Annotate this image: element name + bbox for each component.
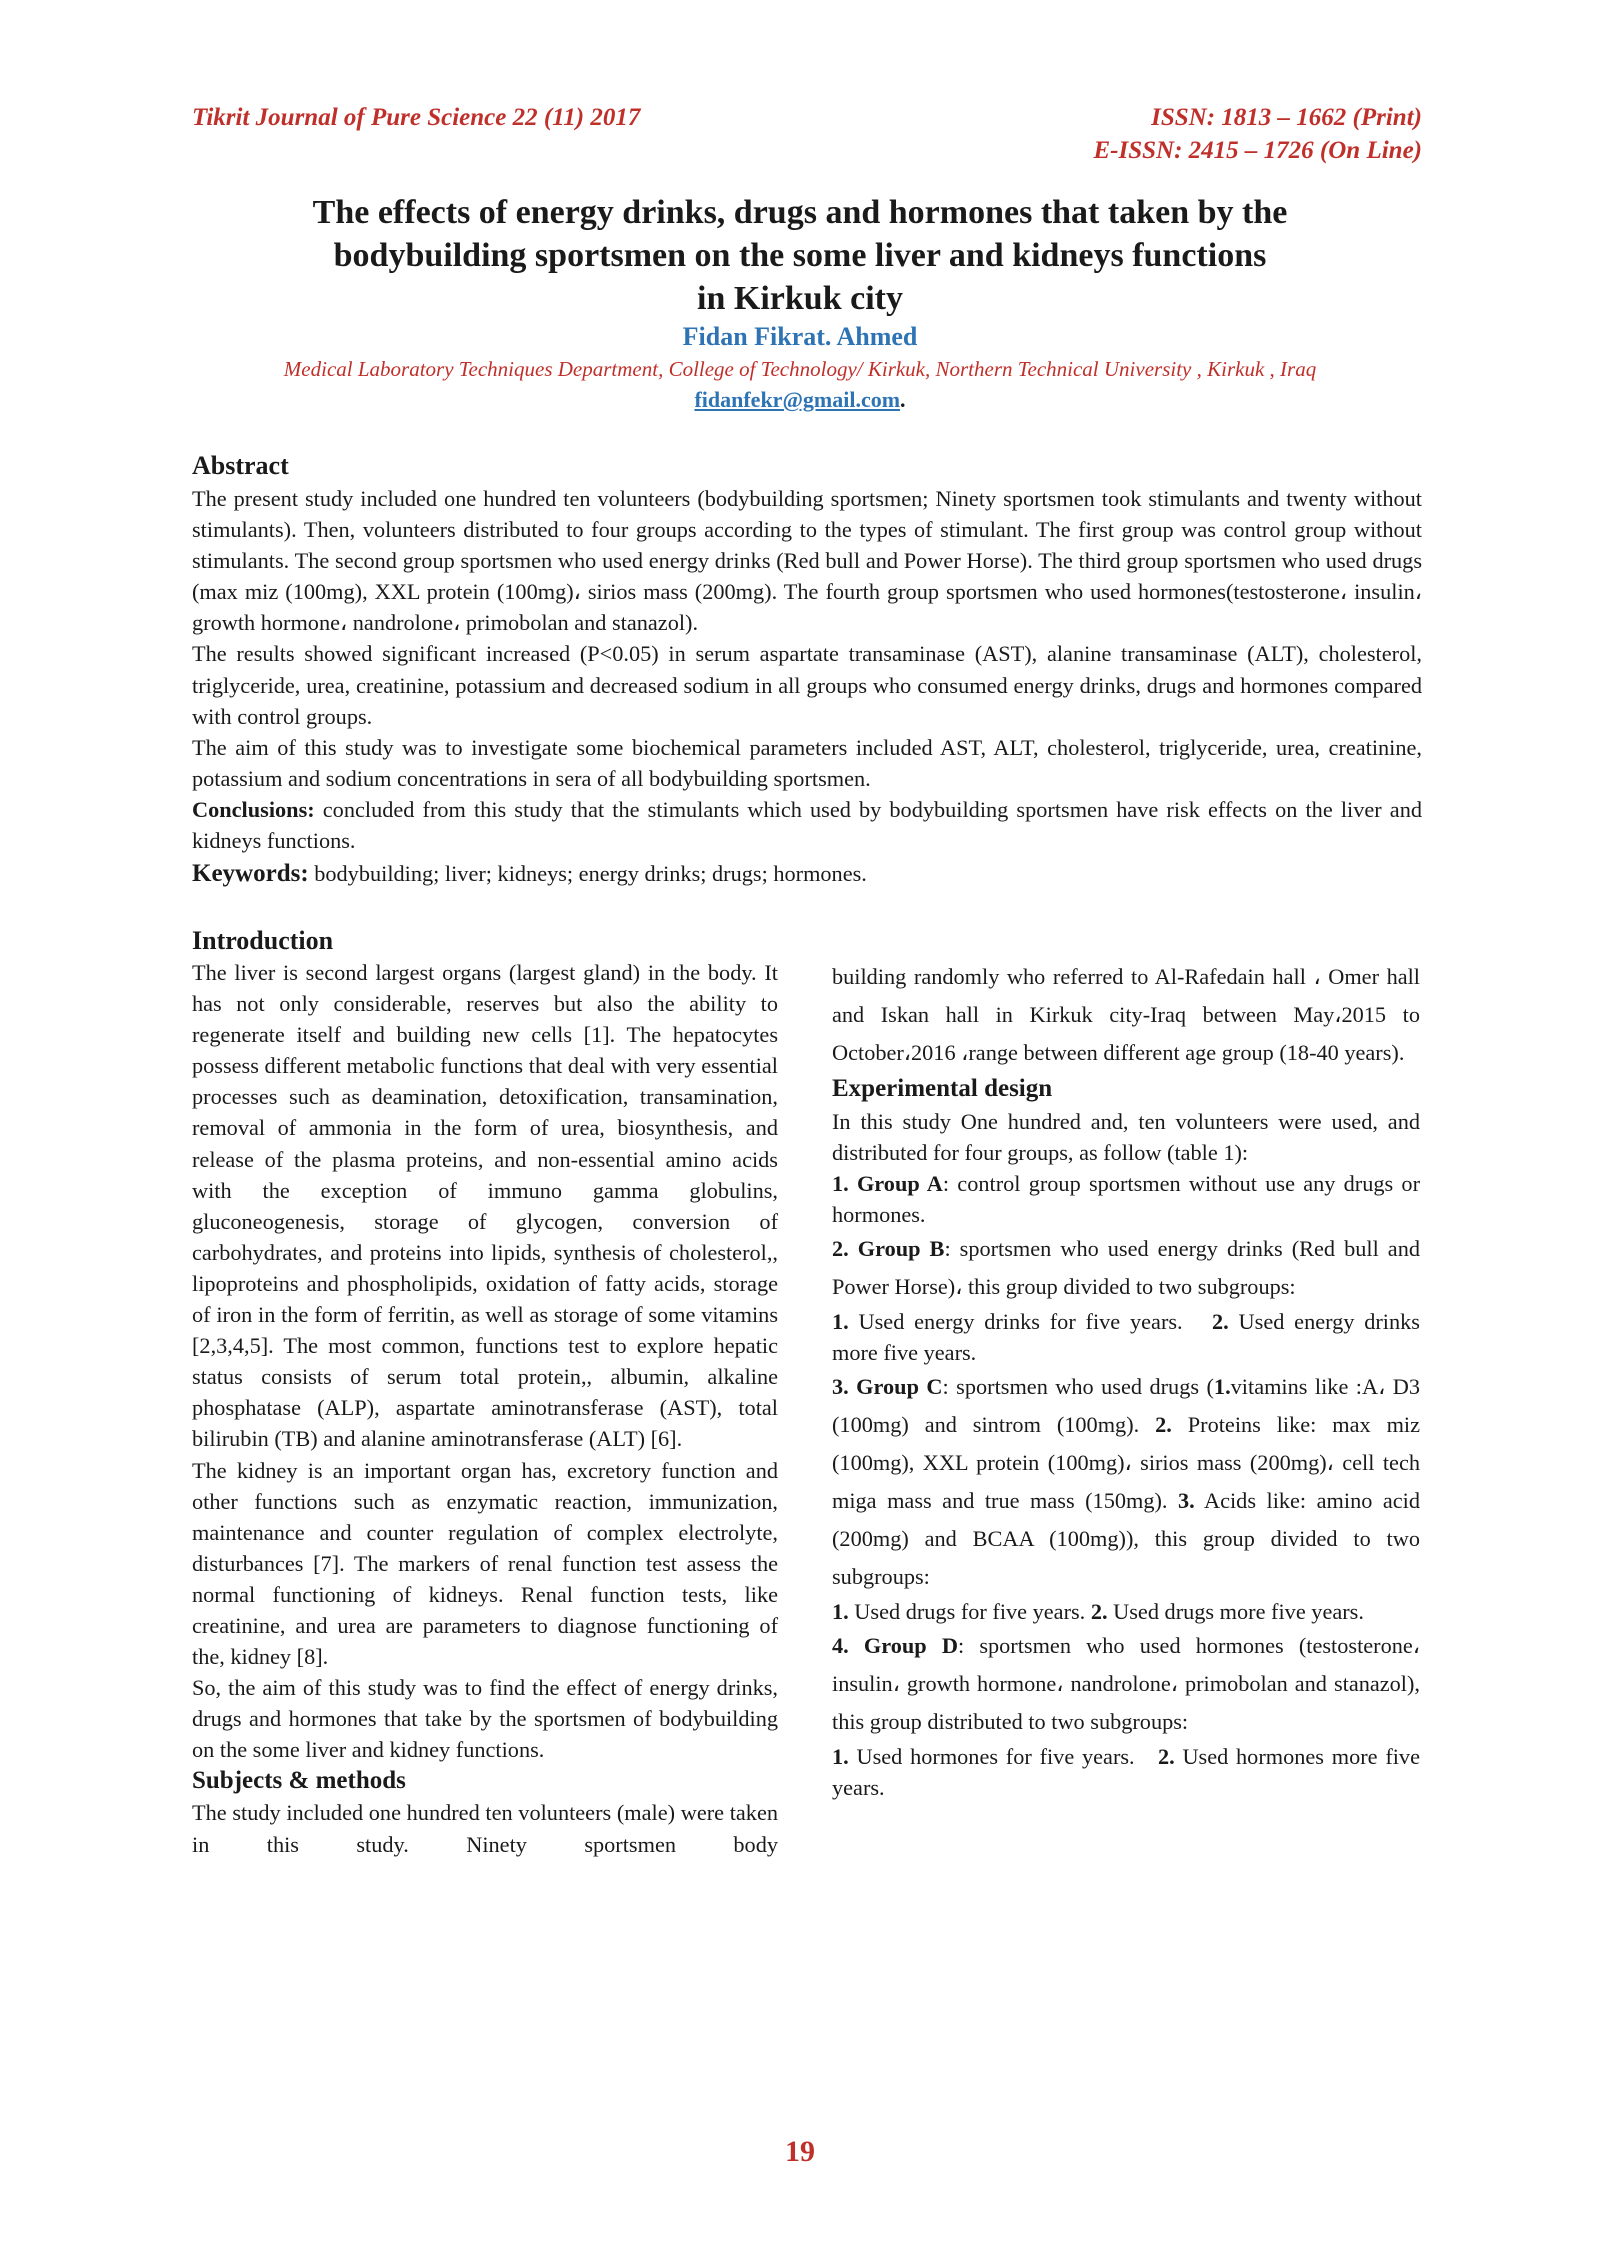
group-c-subgroups	[832, 1596, 1420, 1627]
group-b-label: 2. Group B	[832, 1236, 945, 1261]
right-column	[832, 958, 1420, 1803]
subgroup-text: Used energy drinks more five years.	[832, 1309, 1420, 1365]
abstract-heading: Abstract	[192, 451, 289, 480]
subgroup-text: Used drugs more five years.	[1107, 1599, 1364, 1624]
abstract-body	[192, 483, 1422, 889]
group-b	[832, 1230, 1420, 1306]
keywords-text: bodybuilding; liver; kidneys; energy drinks; drugs; hormones.	[308, 861, 867, 887]
email-line	[180, 385, 1420, 414]
subgroup-text: Used energy drinks for five years.	[848, 1309, 1183, 1334]
paper-title	[180, 191, 1420, 320]
email-punct: .	[900, 387, 906, 412]
group-c-text: Acids like: amino acid (200mg) and BCAA (100mg)), this group divided to two subgroups:	[832, 1488, 1420, 1589]
group-c-text: Proteins like: max miz (100mg), XXL protein (100mg)، sirios mass (200mg)، cell tech miga mass and true mass (150mg).	[832, 1412, 1421, 1513]
subgroup-number: 2.	[1090, 1599, 1108, 1624]
group-c-label: 3. Group C	[832, 1374, 943, 1399]
conclusions-paragraph	[192, 794, 1422, 856]
conclusions-label: Conclusions:	[192, 796, 315, 822]
subgroup-text: Used hormones for five years.	[848, 1744, 1135, 1769]
page-number: 19	[785, 2135, 815, 2168]
group-b-text: : sportsmen who used energy drinks (Red bull and Power Horse)، this group divided to two subgroups:	[832, 1236, 1420, 1299]
issn-print: ISSN: 1813 – 1662 (Print)	[1151, 104, 1422, 131]
keywords-label: Keywords:	[192, 860, 309, 888]
group-c-item-number: 1.	[1213, 1374, 1231, 1399]
group-d-text: : sportsmen who used hormones (testosterone، insulin، growth hormone، nandrolone، primobolan and stanazol), this group distributed to two subgroups:	[832, 1633, 1420, 1734]
subgroup-text: Used hormones more five years.	[832, 1744, 1420, 1800]
email-link[interactable]: fidanfekr@gmail.com	[694, 387, 901, 412]
conclusions-text: concluded from this study that the stimulants which used by bodybuilding sportsmen have risk effects on the liver and kidneys functions.	[192, 796, 1422, 854]
abstract-paragraph: The results showed significant increased (P<0.05) in serum aspartate transaminase (AST), alanine transaminase (ALT), cholesterol, triglyceride, urea, creatinine, potassium and decreased sodium in all groups who consumed energy drinks, drugs and hormones compared with control groups.	[192, 641, 1422, 729]
methods-heading: Subjects & methods	[192, 1767, 406, 1795]
subgroup-number: 1.	[832, 1309, 849, 1334]
group-c-text: : sportsmen who used drugs (	[942, 1374, 1214, 1399]
introduction-heading: Introduction	[192, 926, 334, 955]
group-b-subgroups	[832, 1306, 1420, 1368]
group-d-label: 4. Group D	[832, 1633, 958, 1658]
group-c-text: vitamins like :A، D3 (100mg) and sintrom (100mg).	[832, 1374, 1421, 1437]
author-name: Fidan Fikrat. Ahmed	[682, 322, 918, 351]
group-d	[832, 1627, 1420, 1741]
title-line-3: in Kirkuk city	[697, 280, 903, 317]
affiliation: Medical Laboratory Techniques Department, College of Technology/ Kirkuk, Northern Technical University , Kirkuk , Iraq	[283, 357, 1317, 381]
group-a	[832, 1168, 1420, 1230]
subgroup-number: 2.	[1212, 1309, 1229, 1334]
abstract-paragraph: The aim of this study was to investigate some biochemical parameters included AST, ALT, cholesterol, triglyceride, urea, creatinine, potassium and sodium concentrations in sera of all bodybuilding sportsmen.	[192, 734, 1422, 791]
methods-paragraph-continued: building randomly who referred to Al-Rafedain hall ، Omer hall and Iskan hall in Kirkuk city-Iraq between May،2015 to October،2016 ،range between different age group (18-40 years).	[832, 964, 1420, 1065]
abstract-paragraph: The present study included one hundred ten volunteers (bodybuilding sportsmen; Ninety sportsmen took stimulants and twenty without stimulants). Then, volunteers distributed to four groups according to the types of stimulant. The first group was control group without stimulants. The second group sportsmen who used energy drinks (Red bull and Power Horse). The third group sportsmen who used drugs (max miz (100mg), XXL protein (100mg)، sirios mass (200mg). The fourth group sportsmen who used hormones(testosterone، insulin، growth hormone، nandrolone، primobolan and stanazol).	[192, 486, 1422, 636]
experimental-heading: Experimental design	[832, 1075, 1053, 1102]
subgroup-number: 2.	[1157, 1744, 1175, 1769]
keywords-paragraph	[192, 858, 1422, 889]
group-d-subgroups	[832, 1741, 1420, 1803]
intro-paragraph: So, the aim of this study was to find the effect of energy drinks, drugs and hormones that take by the sportsmen of bodybuilding on the some liver and kidney functions.	[192, 1675, 778, 1763]
intro-paragraph: The liver is second largest organs (largest gland) in the body. It has not only considerable, reserves but also the ability to regenerate itself and building new cells [1]. The hepatocytes possess different metabolic functions that deal with very essential processes such as deamination, detoxification, transamination, removal of ammonia in the form of urea, biosynthesis, and release of the plasma proteins, and non-essential amino acids with the exception of immuno gamma globulins, gluconeogenesis, storage of glycogen, conversion of carbohydrates, and proteins into lipids, synthesis of cholesterol,, lipoproteins and phospholipids, oxidation of fatty acids, storage of iron in the form of ferritin, as well as storage of some vitamins [2,3,4,5]. The most common, functions test to explore hepatic status consists of serum total protein,, albumin, alkaline phosphatase (ALP), aspartate aminotransferase (AST), total bilirubin (TB) and alanine aminotransferase (ALT) [6].	[192, 960, 778, 1452]
title-line-2: bodybuilding sportsmen on the some liver and kidneys functions	[333, 237, 1267, 274]
experimental-intro: In this study One hundred and, ten volunteers were used, and distributed for four groups, as follow (table 1):	[832, 1109, 1420, 1165]
intro-paragraph: The kidney is an important organ has, excretory function and other functions such as enzymatic reaction, immunization, maintenance and counter regulation of complex electrolyte, disturbances [7]. The markers of renal function test assess the normal functioning of kidneys. Renal function tests, like creatinine, and urea are parameters to diagnose functioning of the, kidney [8].	[192, 1457, 778, 1670]
group-c-item-number: 3.	[1177, 1488, 1195, 1513]
methods-paragraph: The study included one hundred ten volunteers (male) were taken in this study. Ninety sportsmen body	[192, 1800, 778, 1857]
issn-online: E-ISSN: 2415 – 1726 (On Line)	[1093, 137, 1422, 164]
group-c-item-number: 2.	[1139, 1412, 1172, 1437]
group-a-label: 1. Group A	[832, 1171, 943, 1196]
title-line-1: The effects of energy drinks, drugs and hormones that taken by the	[312, 194, 1288, 231]
group-c	[832, 1368, 1420, 1596]
subgroup-text: Used drugs for five years.	[848, 1599, 1091, 1624]
subgroup-number: 1.	[832, 1599, 849, 1624]
journal-name: Tikrit Journal of Pure Science 22 (11) 2017	[192, 104, 641, 131]
left-column	[192, 957, 778, 1860]
subgroup-number: 1.	[832, 1744, 849, 1769]
group-a-text: : control group sportsmen without use any drugs or hormones.	[832, 1171, 1421, 1227]
